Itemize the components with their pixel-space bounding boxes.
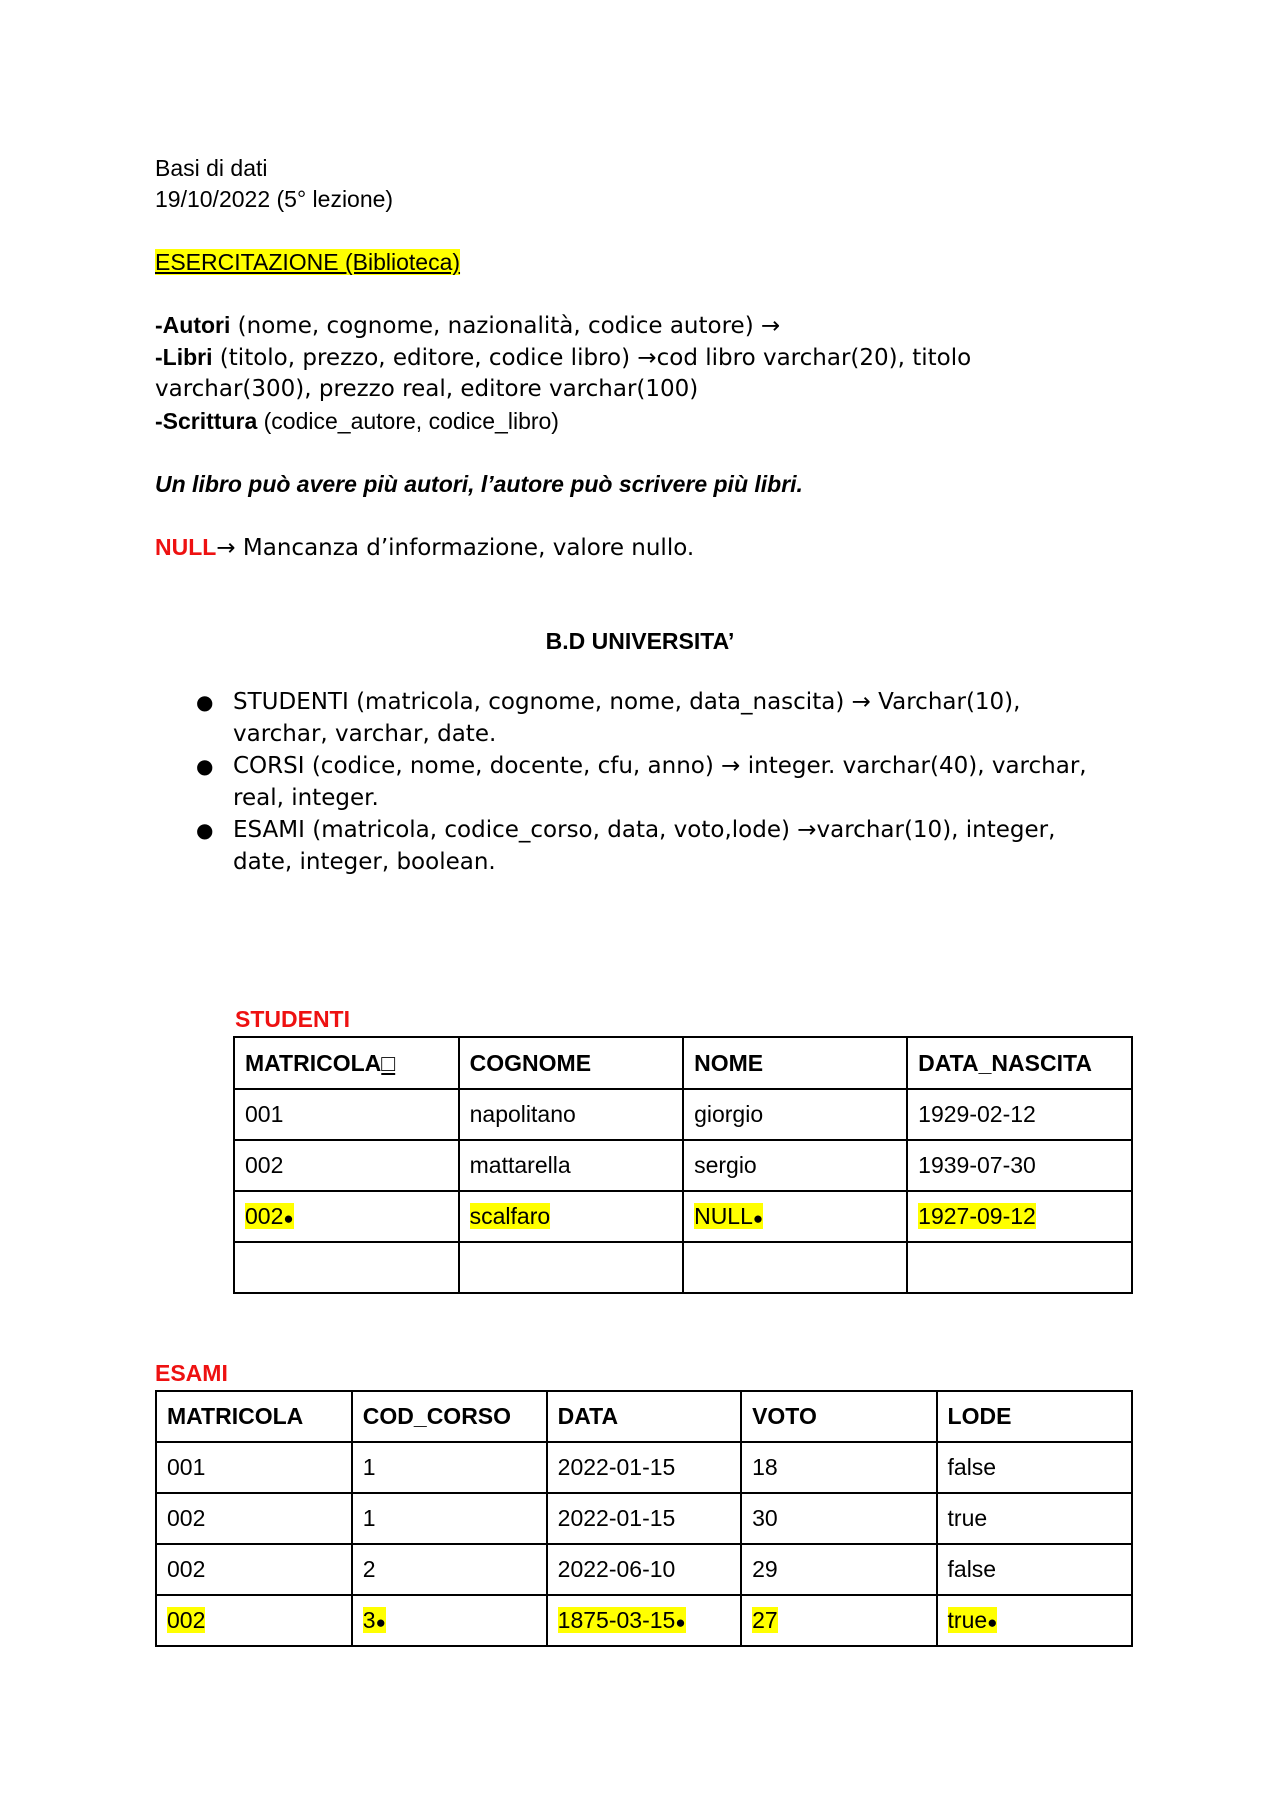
table-header-row: [156, 1391, 1132, 1442]
table-row: [234, 1089, 1132, 1140]
list-item-line1: ESAMI (matricola, codice_corso, data, voto,lode) →varchar(10), integer,: [233, 817, 1056, 843]
table-cell: 30: [741, 1493, 936, 1544]
header-cell: MATRICOLA: [156, 1391, 352, 1442]
schema-list: [155, 686, 1135, 878]
table-cell: scalfaro: [459, 1191, 683, 1242]
table-cell: 002: [156, 1493, 352, 1544]
header-cell: COGNOME: [459, 1037, 683, 1089]
header-cell: VOTO: [741, 1391, 936, 1442]
esami-table: [155, 1390, 1133, 1647]
bullet-dot: ●: [987, 1613, 998, 1632]
bullet-dot: ●: [283, 1209, 294, 1228]
relationship-note: Un libro può avere più autori, l’autore può scrivere più libri.: [155, 471, 803, 497]
table-cell: 2022-06-10: [547, 1544, 741, 1595]
list-item-line1: STUDENTI (matricola, cognome, nome, data_nascita) → Varchar(10),: [233, 689, 1021, 715]
list-item: [155, 750, 1135, 814]
table-cell: 27: [741, 1595, 936, 1646]
autori-text: (nome, cognome, nazionalità, codice autore) →: [230, 313, 781, 339]
table-row: [156, 1493, 1132, 1544]
table-cell: giorgio: [683, 1089, 907, 1140]
studenti-label: STUDENTI: [235, 1006, 350, 1032]
autori-line: [155, 309, 780, 342]
table-cell: NULL●: [683, 1191, 907, 1242]
scrittura-line: [155, 405, 559, 437]
exercise-title: [155, 246, 460, 278]
list-item-line2: date, integer, boolean.: [233, 849, 496, 875]
table-cell: [683, 1242, 907, 1293]
university-title: B.D UNIVERSITA’: [545, 628, 735, 654]
table-row: [234, 1242, 1132, 1293]
table-cell: 002: [234, 1140, 459, 1191]
list-item: [155, 686, 1135, 750]
list-item: [155, 814, 1135, 878]
table-cell: sergio: [683, 1140, 907, 1191]
libri-text: (titolo, prezzo, editore, codice libro) →cod libro varchar(20), titolo: [212, 345, 972, 371]
table-cell: false: [937, 1544, 1132, 1595]
bullet-dot: ●: [196, 754, 214, 778]
libri-line-2: varchar(300), prezzo real, editore varchar(100): [155, 376, 699, 402]
table-cell: 1: [352, 1442, 547, 1493]
table-row: [156, 1544, 1132, 1595]
table-cell: napolitano: [459, 1089, 683, 1140]
header-cell: DATA: [547, 1391, 741, 1442]
header-cell: COD_CORSO: [352, 1391, 547, 1442]
bullet-dot: ●: [675, 1613, 686, 1632]
header-cell: NOME: [683, 1037, 907, 1089]
table-cell: [907, 1242, 1132, 1293]
table-row-highlighted: [234, 1191, 1132, 1242]
table-cell: false: [937, 1442, 1132, 1493]
table-row: [156, 1442, 1132, 1493]
table-cell: 29: [741, 1544, 936, 1595]
table-cell: 001: [156, 1442, 352, 1493]
null-word: NULL: [155, 534, 217, 560]
course-title: Basi di dati: [155, 155, 268, 181]
table-cell: true: [937, 1493, 1132, 1544]
table-cell: 1929-02-12: [907, 1089, 1132, 1140]
list-item-line2: varchar, varchar, date.: [233, 721, 497, 747]
list-item-line1: CORSI (codice, nome, docente, cfu, anno) → integer. varchar(40), varchar,: [233, 753, 1087, 779]
table-row: [234, 1140, 1132, 1191]
list-item-line2: real, integer.: [233, 785, 379, 811]
table-cell: 002: [156, 1544, 352, 1595]
bullet-dot: ●: [196, 818, 214, 842]
bullet-dot: ●: [375, 1613, 386, 1632]
table-cell: 2: [352, 1544, 547, 1595]
table-cell: 1939-07-30: [907, 1140, 1132, 1191]
null-definition: [155, 531, 694, 564]
header-cell: MATRICOLA□: [234, 1037, 459, 1089]
table-cell: 1: [352, 1493, 547, 1544]
exercise-title-text: ESERCITAZIONE (Biblioteca): [155, 249, 461, 275]
scrittura-text: (codice_autore, codice_libro): [257, 408, 559, 434]
table-cell: [459, 1242, 683, 1293]
bullet-dot: ●: [196, 690, 214, 714]
header-cell: DATA_NASCITA: [907, 1037, 1132, 1089]
table-cell: 3●: [352, 1595, 547, 1646]
esami-label: ESAMI: [155, 1360, 228, 1386]
header-cell: LODE: [937, 1391, 1132, 1442]
table-cell: 1875-03-15●: [547, 1595, 741, 1646]
table-cell: mattarella: [459, 1140, 683, 1191]
table-cell: 2022-01-15: [547, 1493, 741, 1544]
libri-line: [155, 341, 971, 374]
table-cell: 001: [234, 1089, 459, 1140]
table-header-row: [234, 1037, 1132, 1089]
table-cell: 18: [741, 1442, 936, 1493]
table-cell: 002: [156, 1595, 352, 1646]
table-row-highlighted: [156, 1595, 1132, 1646]
lesson-date: 19/10/2022 (5° lezione): [155, 186, 394, 212]
table-cell: 2022-01-15: [547, 1442, 741, 1493]
bullet-dot: ●: [752, 1209, 764, 1228]
scrittura-name: -Scrittura: [155, 408, 258, 434]
autori-name: -Autori: [155, 312, 231, 338]
studenti-table: [233, 1036, 1133, 1294]
table-cell: true●: [937, 1595, 1132, 1646]
table-cell: [234, 1242, 459, 1293]
table-cell: 002●: [234, 1191, 459, 1242]
libri-name: -Libri: [155, 344, 213, 370]
null-text: → Mancanza d’informazione, valore nullo.: [216, 535, 695, 561]
header-mark: □: [381, 1049, 396, 1076]
table-cell: 1927-09-12: [907, 1191, 1132, 1242]
